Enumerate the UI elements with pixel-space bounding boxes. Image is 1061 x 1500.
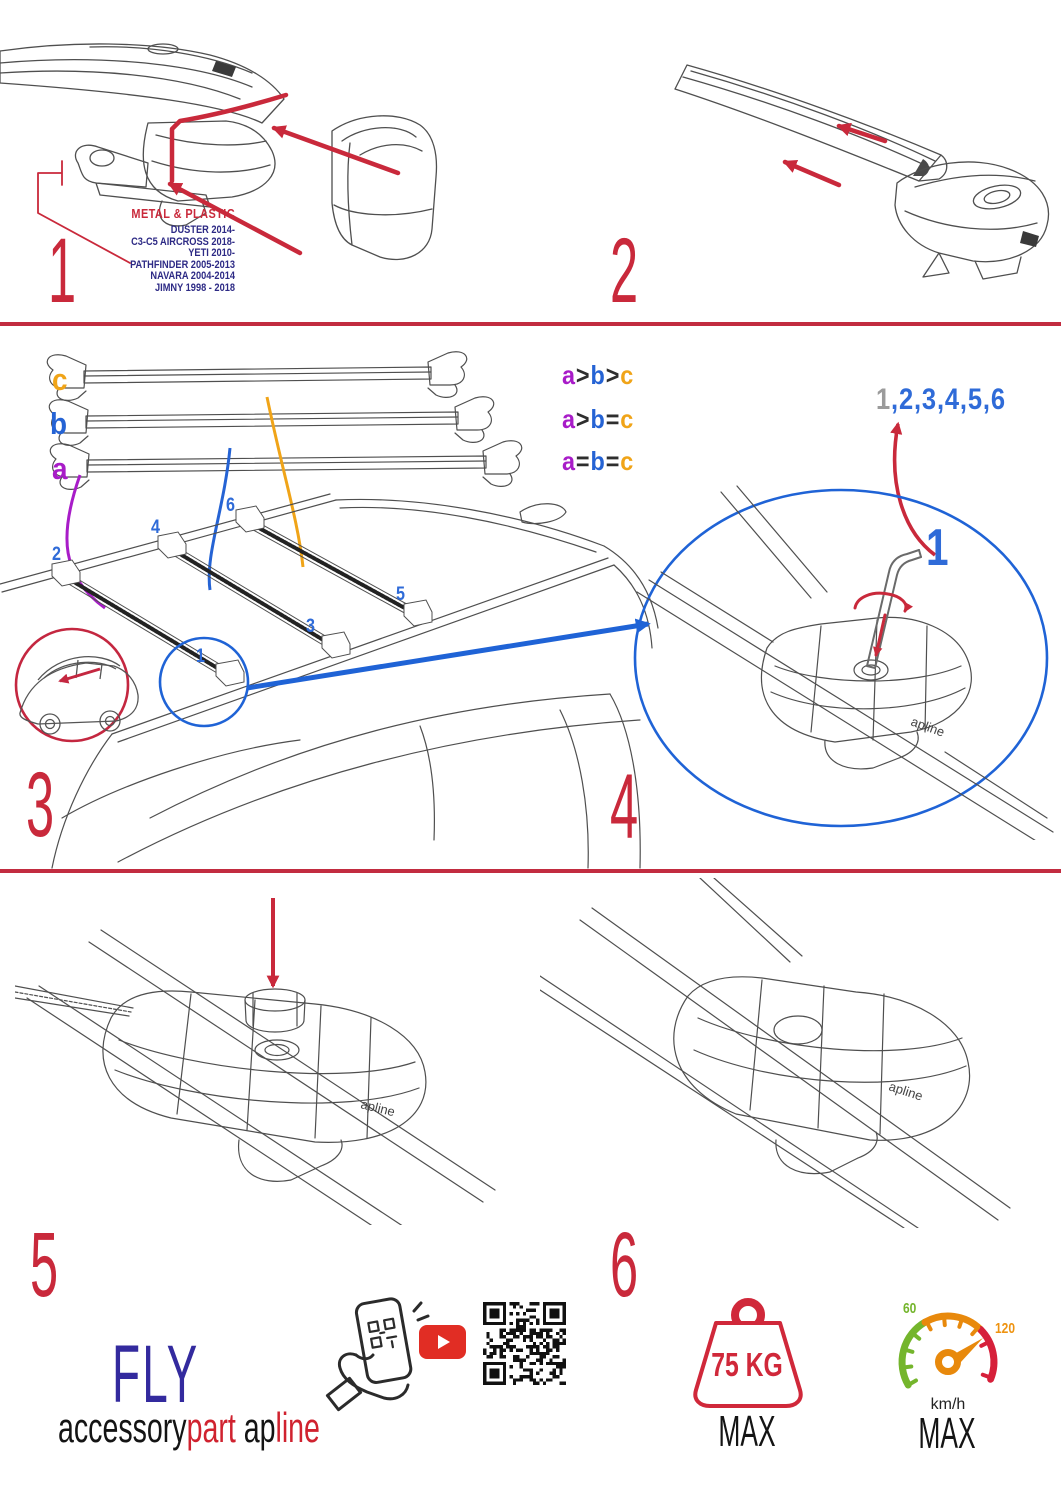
step3-roof-diagram bbox=[0, 488, 660, 870]
sequence-rest: ,2,3,4,5,6 bbox=[891, 383, 1006, 416]
brand-wordmark bbox=[58, 1404, 320, 1451]
qr-code bbox=[483, 1302, 566, 1385]
step4-callout-number: 1 bbox=[926, 519, 949, 577]
bar-label-b: b bbox=[50, 406, 68, 441]
formula-op: = bbox=[575, 446, 591, 476]
step1-number: 1 bbox=[48, 220, 77, 322]
step3-number: 3 bbox=[26, 754, 55, 856]
formula-row bbox=[562, 360, 634, 391]
section-divider-bottom bbox=[0, 869, 1061, 873]
model-line: PATHFINDER 2005-2013 bbox=[130, 258, 235, 271]
step3-bars-diagram bbox=[25, 345, 545, 510]
brand-part-black: accessory bbox=[58, 1404, 187, 1451]
brand-on-foot: apline bbox=[359, 1096, 397, 1120]
brand-part-red2: line bbox=[275, 1404, 320, 1451]
formula-term: c bbox=[620, 404, 635, 434]
formula-term: b bbox=[590, 360, 606, 390]
brand-on-foot: apline bbox=[908, 713, 947, 740]
allen-key bbox=[867, 550, 921, 668]
max-speed-icon bbox=[878, 1288, 1018, 1400]
model-line: YETI 2010- bbox=[188, 247, 235, 259]
brand-part-black2: ap bbox=[243, 1404, 276, 1451]
bar-a bbox=[50, 441, 521, 490]
step6-finished-foot-diagram bbox=[540, 878, 1061, 1228]
formula-term: a bbox=[562, 404, 576, 434]
model-line: NAVARA 2004-2014 bbox=[150, 270, 235, 282]
formula-term: b bbox=[590, 404, 606, 434]
formula-term: a bbox=[562, 446, 576, 476]
bar-label-a: a bbox=[52, 451, 68, 486]
car-direction-inset bbox=[16, 629, 138, 741]
speed-unit: km/h bbox=[930, 1396, 966, 1413]
step4-number: 4 bbox=[610, 756, 639, 858]
max-speed-label: MAX bbox=[918, 1409, 976, 1458]
formula-term: c bbox=[620, 446, 635, 476]
step6-number: 6 bbox=[610, 1214, 639, 1316]
roof-position-3: 3 bbox=[306, 616, 315, 637]
phone-scan-icon bbox=[322, 1293, 434, 1415]
section-divider-top bbox=[0, 322, 1061, 326]
model-line: JIMNY 1998 - 2018 bbox=[155, 281, 235, 294]
youtube-icon bbox=[419, 1325, 466, 1359]
step1-foot-cover-diagram bbox=[0, 15, 530, 322]
formula-row bbox=[562, 446, 634, 477]
bar-b bbox=[49, 397, 493, 446]
speed-high-label: 120 bbox=[995, 1320, 1016, 1337]
roof-position-6: 6 bbox=[226, 495, 235, 516]
model-line: DUSTER 2014- bbox=[170, 224, 235, 236]
max-weight-value: 75 KG bbox=[711, 1346, 783, 1383]
roof-position-1: 1 bbox=[196, 646, 205, 667]
sequence-first: 1 bbox=[876, 383, 892, 416]
step5-number: 5 bbox=[30, 1214, 59, 1316]
roof-position-5: 5 bbox=[396, 584, 405, 605]
step1-fitment-text bbox=[96, 206, 235, 294]
step4-magnified-foot-diagram bbox=[625, 480, 1061, 840]
brand-part-red: part bbox=[186, 1404, 236, 1451]
roof-position-2: 2 bbox=[52, 544, 61, 565]
bar-c bbox=[47, 352, 466, 401]
formula-op: > bbox=[575, 360, 591, 390]
bar-label-c: c bbox=[52, 362, 68, 397]
max-weight-label: MAX bbox=[718, 1407, 776, 1456]
formula-term: c bbox=[620, 360, 635, 390]
magnifier-circle bbox=[635, 490, 1047, 826]
step2-red-arrows bbox=[785, 126, 885, 185]
formula-op: > bbox=[575, 404, 591, 434]
formula-term: a bbox=[562, 360, 576, 390]
model-line: C3-C5 AIRCROSS 2018- bbox=[131, 235, 235, 248]
speed-low-label: 60 bbox=[903, 1300, 917, 1317]
product-name: FLY bbox=[112, 1329, 200, 1420]
step2-number: 2 bbox=[610, 220, 639, 322]
formula-op: = bbox=[605, 446, 621, 476]
step5-cap-install-diagram bbox=[15, 890, 520, 1225]
material-label: METAL & PLASTIC bbox=[131, 206, 235, 221]
formula-op: = bbox=[605, 404, 621, 434]
formula-op: > bbox=[605, 360, 621, 390]
roof-position-4: 4 bbox=[151, 517, 160, 538]
formula-term: b bbox=[590, 446, 606, 476]
formula-row bbox=[562, 404, 634, 435]
brand-on-foot: apline bbox=[887, 1078, 925, 1104]
